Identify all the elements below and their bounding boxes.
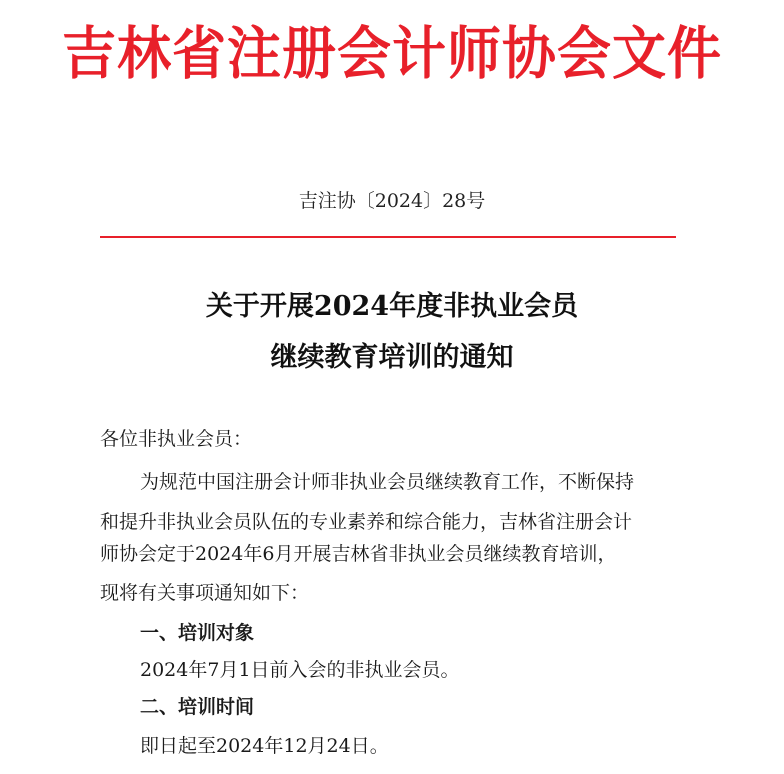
section-content-2: 即日起至2024年12月24日。 xyxy=(140,735,389,757)
intro-line-1: 为规范中国注册会计师非执业会员继续教育工作，不断保持 xyxy=(140,471,635,493)
section-heading-1: 一、培训对象 xyxy=(140,622,255,644)
section-content-1: 2024年7月1日前入会的非执业会员。 xyxy=(140,659,460,681)
salutation: 各位非执业会员： xyxy=(100,428,253,450)
intro-line-2: 和提升非执业会员队伍的专业素养和综合能力，吉林省注册会计 xyxy=(100,511,633,533)
org-header-title: 吉林省注册会计师协会文件 xyxy=(62,20,722,87)
intro-line-3: 师协会定于2024年6月开展吉林省非执业会员继续教育培训， xyxy=(100,543,617,565)
intro-line-4: 现将有关事项通知如下： xyxy=(100,582,310,604)
red-divider-line xyxy=(100,236,676,238)
document-number: 吉注协〔2024〕28号 xyxy=(298,190,486,212)
notice-title-line-1: 关于开展2024年度非执业会员 xyxy=(205,291,579,322)
section-heading-2: 二、培训时间 xyxy=(140,696,255,718)
notice-title-line-2: 继续教育培训的通知 xyxy=(270,342,514,373)
